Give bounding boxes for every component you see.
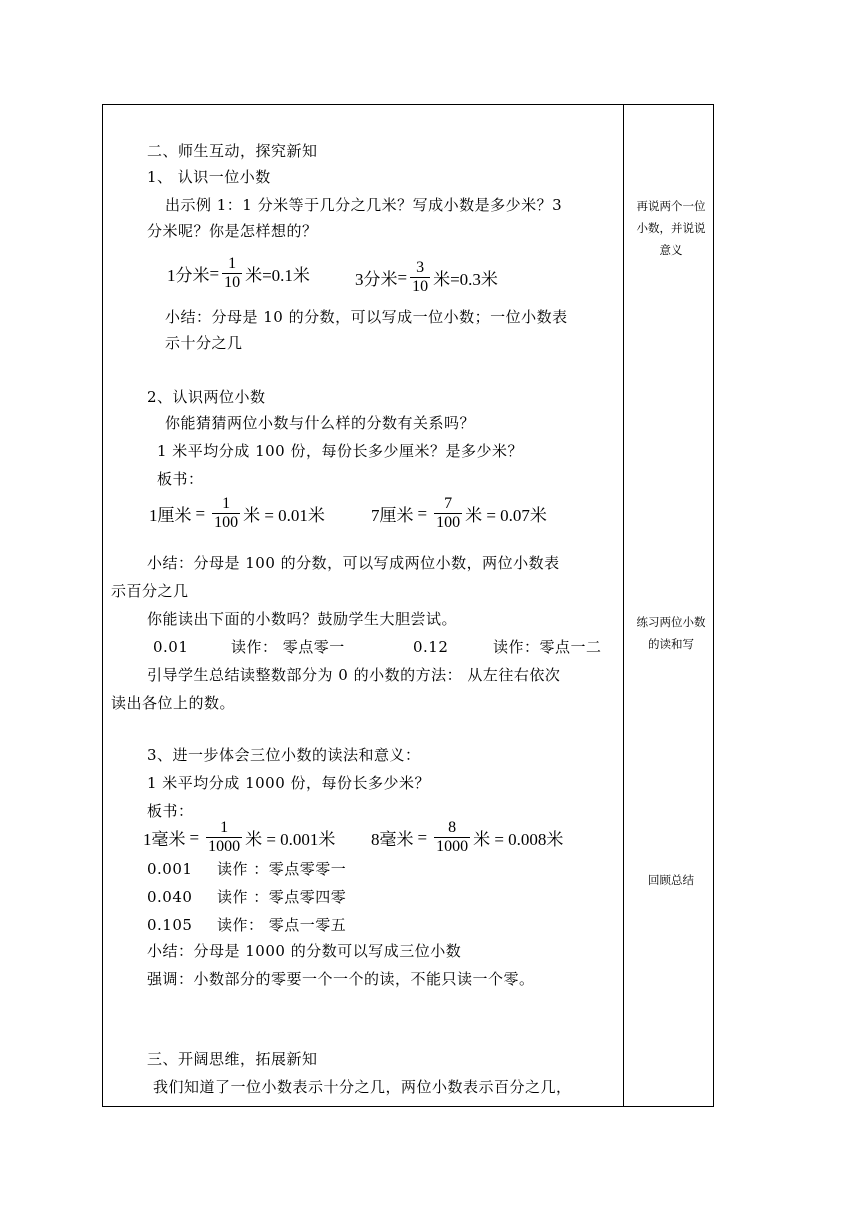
- fraction: [206, 819, 242, 856]
- formula-lhs: 8毫米: [371, 830, 414, 849]
- numerator: 1: [222, 495, 231, 512]
- column-divider: [623, 105, 624, 1106]
- formula-lhs: 1毫米: [143, 830, 186, 849]
- read-three-digit-label-1: 读作 ：零点零零一: [217, 860, 347, 878]
- read-prompt: 你能读出下面的小数吗？鼓励学生大胆尝试。: [147, 610, 458, 628]
- formula-1-centimeter: [149, 495, 325, 532]
- formula-rhs: 米 = 0.001米: [245, 830, 336, 849]
- formula-rhs: 米 = 0.07米: [465, 506, 547, 525]
- numerator: 3: [416, 259, 425, 276]
- formula-8-millimeter: [371, 819, 563, 856]
- fraction: [434, 495, 462, 532]
- summary-3: 小结：分母是 1000 的分数可以写成三位小数: [147, 942, 462, 960]
- section-2-2-title: 2、认识两位小数: [147, 388, 266, 406]
- formula-eq: =: [195, 503, 206, 523]
- section-3-title: 三、开阔思维，拓展新知: [147, 1050, 318, 1068]
- denominator: 100: [436, 514, 461, 531]
- read-three-digit-number-3: 0.105: [147, 916, 193, 934]
- section-3-line-1: 我们知道了一位小数表示十分之几，两位小数表示百分之几，: [153, 1078, 572, 1096]
- formula-eq: =: [417, 503, 428, 523]
- read-number-1: 0.01: [153, 638, 189, 656]
- formula-lhs: 7厘米: [371, 506, 414, 525]
- note-two-one-digit-decimals: 再说两个一位小数，并说说意义: [636, 199, 706, 257]
- denominator: 10: [412, 278, 429, 295]
- numerator: 7: [444, 495, 453, 512]
- board-label: 板书：: [157, 470, 204, 488]
- emphasis: 强调：小数部分的零要一个一个的读，不能只读一个零。: [147, 970, 535, 988]
- section-2-1-title: 1、 认识一位小数: [147, 168, 271, 186]
- denominator: 10: [224, 274, 241, 291]
- example-line-2: 分米呢？你是怎样想的？: [147, 222, 318, 240]
- fraction: [212, 495, 240, 532]
- numerator: 1: [228, 255, 237, 272]
- read-three-digit-number-1: 0.001: [147, 860, 193, 878]
- numerator: 8: [448, 819, 457, 836]
- formula-eq: =: [189, 827, 200, 847]
- method-line-1: 引导学生总结读整数部分为 0 的小数的方法： 从左往右依次: [147, 666, 561, 684]
- formula-7-centimeter: [371, 495, 547, 532]
- section-2-title: 二、师生互动，探究新知: [147, 142, 318, 160]
- formula-eq: =: [209, 263, 220, 283]
- formula-rhs: 米 = 0.01米: [243, 506, 325, 525]
- formula-lhs: 3分米: [355, 270, 398, 289]
- formula-rhs: 米 = 0.008米: [473, 830, 564, 849]
- formula-1-millimeter: [143, 819, 335, 856]
- summary-2-line-2: 示百分之几: [111, 582, 189, 600]
- read-three-digit-label-3: 读作： 零点一零五: [217, 916, 347, 934]
- method-line-2: 读出各位上的数。: [111, 694, 236, 712]
- formula-lhs: 1分米: [167, 266, 210, 285]
- section-2-3-title: 3、进一步体会三位小数的读法和意义：: [147, 746, 421, 764]
- read-label-1: 读作： 零点零一: [231, 638, 345, 656]
- fraction: [222, 255, 242, 292]
- fraction: [410, 259, 430, 296]
- summary-1-line-2: 示十分之几: [165, 334, 243, 352]
- read-label-2: 读作：零点一二: [493, 638, 602, 656]
- summary-2-line-1: 小结：分母是 100 的分数，可以写成两位小数，两位小数表: [147, 554, 560, 572]
- question-100-parts: 1 米平均分成 100 份，每份长多少厘米？是多少米？: [157, 442, 523, 460]
- note-review-summary: 回顾总结: [648, 873, 694, 887]
- read-three-digit-number-2: 0.040: [147, 888, 193, 906]
- formula-rhs: 米=0.1米: [245, 266, 310, 285]
- note-practice-two-digit: 练习两位小数的读和写: [636, 615, 706, 651]
- formula-rhs: 米=0.3米: [433, 270, 498, 289]
- lesson-table: [102, 104, 714, 1107]
- example-line-1: 出示例 1：1 分米等于几分之几米？写成小数是多少米？3: [165, 196, 563, 214]
- formula-1-decimeter: [167, 255, 310, 292]
- question-1000-parts: 1 米平均分成 1000 份，每份长多少米？: [147, 774, 431, 792]
- summary-1-line-1: 小结：分母是 10 的分数，可以写成一位小数；一位小数表: [165, 308, 568, 326]
- denominator: 1000: [208, 838, 241, 855]
- formula-3-decimeter: [355, 259, 498, 296]
- denominator: 1000: [436, 838, 469, 855]
- question-two-digit: 你能猜猜两位小数与什么样的分数有关系吗？: [165, 414, 476, 432]
- board-label-2: 板书：: [147, 802, 194, 820]
- numerator: 1: [220, 819, 229, 836]
- formula-eq: =: [397, 267, 408, 287]
- read-number-2: 0.12: [413, 638, 449, 656]
- fraction: [434, 819, 470, 856]
- read-three-digit-label-2: 读作 ：零点零四零: [217, 888, 347, 906]
- formula-eq: =: [417, 827, 428, 847]
- denominator: 100: [214, 514, 239, 531]
- formula-lhs: 1厘米: [149, 506, 192, 525]
